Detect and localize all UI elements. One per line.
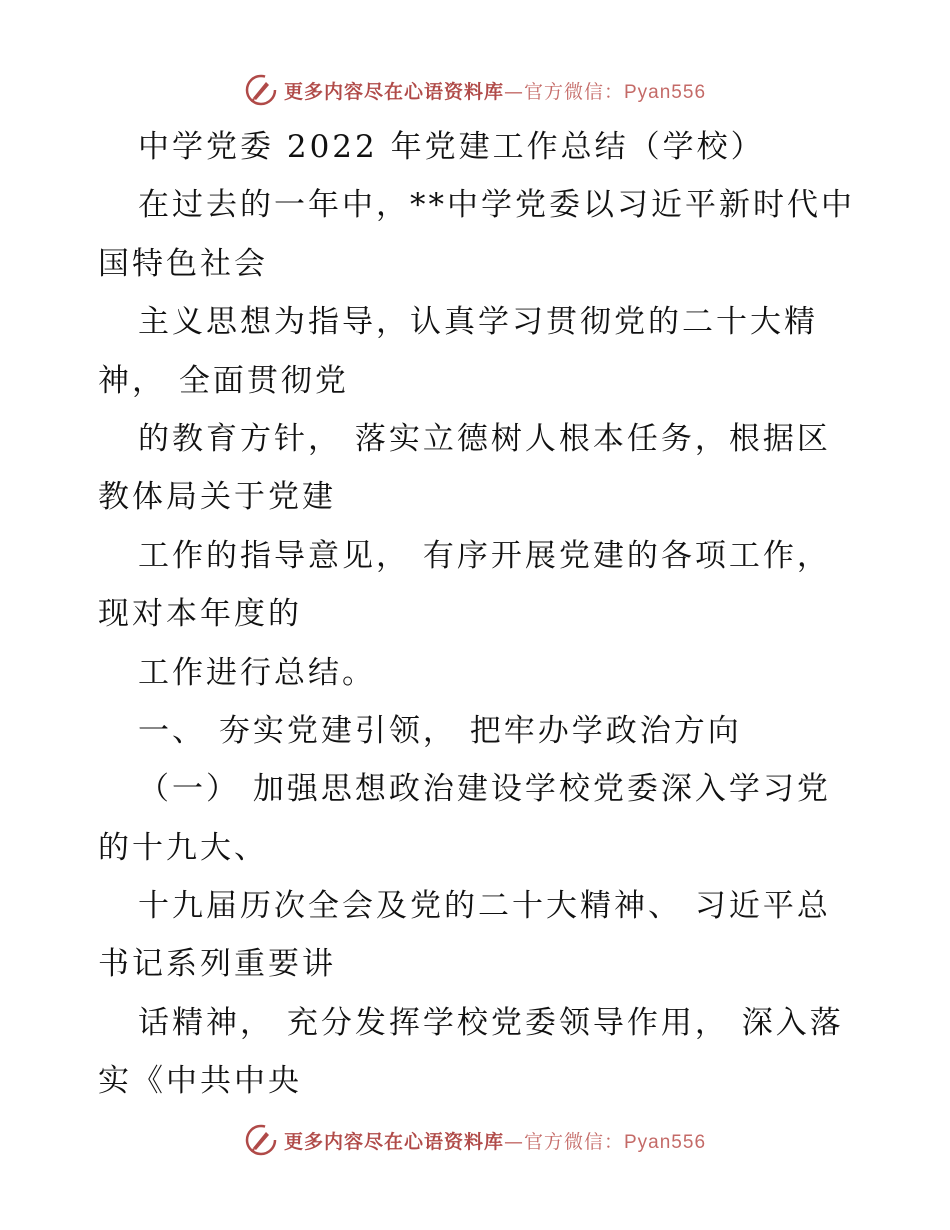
banner-dash: —: [503, 80, 524, 103]
text-line: 话精神， 充分发挥学校党委领导作用， 深入落: [138, 1004, 844, 1041]
text-line: 教体局关于党建: [98, 479, 336, 516]
text-line: 的十九大、: [98, 829, 268, 866]
footer-watermark-banner: [0, 1120, 950, 1160]
text-line: 的教育方针， 落实立德树人根本任务，根据区: [138, 420, 831, 457]
text-line: 工作进行总结。: [138, 654, 376, 691]
text-line: 书记系列重要讲: [98, 946, 336, 983]
text-line: 工作的指导意见， 有序开展党建的各项工作，: [138, 537, 831, 574]
banner-wechat-id: Pyan556: [624, 1131, 707, 1153]
document-body: [98, 118, 858, 1111]
text-line: 在过去的一年中，**中学党委以习近平新时代中: [138, 187, 855, 224]
feather-pen-logo-icon: [244, 1123, 278, 1157]
text-line: 神， 全面贯彻党: [98, 362, 349, 399]
text-line: （一） 加强思想政治建设学校党委深入学习党: [138, 771, 831, 808]
document-title: 中学党委 2022 年党建工作总结（学校）: [138, 129, 765, 165]
banner-main-text: 更多内容尽在心语资料库: [283, 1130, 504, 1153]
banner-dash: —: [503, 1130, 524, 1153]
text-line: 一、 夯实党建引领， 把牢办学政治方向: [138, 712, 742, 749]
banner-wechat-id: Pyan556: [624, 81, 707, 103]
banner-sub-text: 官方微信：: [523, 80, 624, 103]
text-line: 实《中共中央: [98, 1063, 302, 1100]
text-line: 十九届历次全会及党的二十大精神、 习近平总: [138, 888, 831, 925]
text-line: 国特色社会: [98, 245, 268, 282]
text-line: 主义思想为指导，认真学习贯彻党的二十大精: [138, 304, 818, 341]
header-watermark-banner: [0, 70, 950, 110]
banner-sub-text: 官方微信：: [523, 1130, 624, 1153]
banner-main-text: 更多内容尽在心语资料库: [283, 80, 504, 103]
feather-pen-logo-icon: [244, 73, 278, 107]
text-line: 现对本年度的: [98, 596, 302, 633]
